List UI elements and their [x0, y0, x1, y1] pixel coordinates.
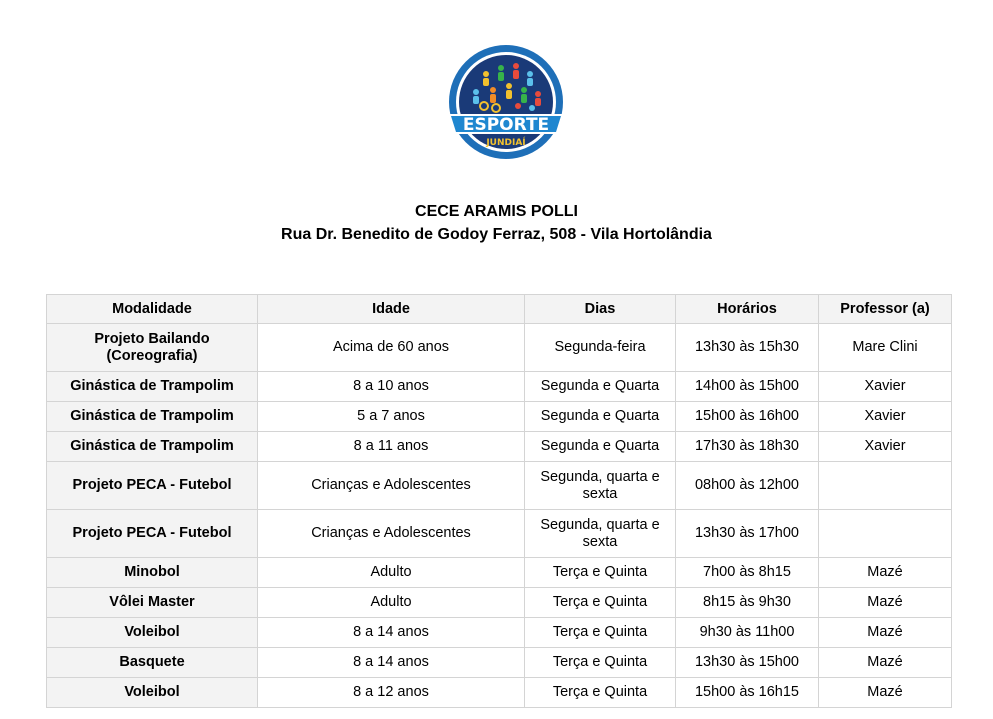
cell-modalidade: Voleibol [47, 678, 258, 708]
cell-dias: Terça e Quinta [525, 618, 676, 648]
cell-idade: 8 a 10 anos [258, 372, 525, 402]
table-row [47, 558, 952, 588]
cell-idade: Acima de 60 anos [258, 324, 525, 372]
cell-horarios: 8h15 às 9h30 [676, 588, 819, 618]
cell-professor: Mazé [819, 558, 952, 588]
column-header-idade: Idade [258, 295, 525, 324]
cell-horarios: 15h00 às 16h15 [676, 678, 819, 708]
table-row [47, 402, 952, 432]
cell-dias: Segunda-feira [525, 324, 676, 372]
cell-horarios: 13h30 às 15h00 [676, 648, 819, 678]
cell-modalidade: Projeto PECA - Futebol [47, 510, 258, 558]
cell-dias: Terça e Quinta [525, 648, 676, 678]
cell-professor [819, 462, 952, 510]
cell-horarios: 17h30 às 18h30 [676, 432, 819, 462]
schedule-table [46, 294, 952, 708]
cell-modalidade: Minobol [47, 558, 258, 588]
cell-dias: Terça e Quinta [525, 678, 676, 708]
cell-modalidade: Projeto PECA - Futebol [47, 462, 258, 510]
page-title: CECE ARAMIS POLLI [415, 203, 578, 220]
table-row [47, 372, 952, 402]
table-row [47, 648, 952, 678]
table-row [47, 618, 952, 648]
cell-professor: Mazé [819, 678, 952, 708]
column-header-professor: Professor (a) [819, 295, 952, 324]
cell-horarios: 13h30 às 17h00 [676, 510, 819, 558]
cell-horarios: 14h00 às 15h00 [676, 372, 819, 402]
cell-professor: Mazé [819, 618, 952, 648]
logo-text: ESPORTE [462, 115, 550, 135]
cell-professor [819, 510, 952, 558]
cell-idade: 5 a 7 anos [258, 402, 525, 432]
table-row [47, 588, 952, 618]
address: Rua Dr. Benedito de Godoy Ferraz, 508 - Vila Hortolândia [281, 226, 712, 243]
column-header-horarios: Horários [676, 295, 819, 324]
cell-idade: Crianças e Adolescentes [258, 510, 525, 558]
cell-modalidade: Basquete [47, 648, 258, 678]
cell-dias: Segunda, quarta e sexta [525, 462, 676, 510]
cell-professor: Mazé [819, 588, 952, 618]
table-row [47, 462, 952, 510]
table-row [47, 510, 952, 558]
cell-modalidade: Vôlei Master [47, 588, 258, 618]
cell-modalidade: Ginástica de Trampolim [47, 432, 258, 462]
cell-dias: Terça e Quinta [525, 558, 676, 588]
cell-modalidade: Ginástica de Trampolim [47, 372, 258, 402]
cell-idade: Adulto [258, 588, 525, 618]
cell-professor: Mazé [819, 648, 952, 678]
cell-idade: 8 a 14 anos [258, 618, 525, 648]
column-header-dias: Dias [525, 295, 676, 324]
table-row [47, 678, 952, 708]
cell-modalidade: Ginástica de Trampolim [47, 402, 258, 432]
cell-idade: 8 a 12 anos [258, 678, 525, 708]
cell-horarios: 15h00 às 16h00 [676, 402, 819, 432]
logo-subtext: JUNDIAÍ [486, 138, 526, 148]
cell-modalidade: Projeto Bailando (Coreografia) [47, 324, 258, 372]
cell-dias: Terça e Quinta [525, 588, 676, 618]
cell-modalidade: Voleibol [47, 618, 258, 648]
cell-horarios: 9h30 às 11h00 [676, 618, 819, 648]
esporte-jundiai-logo [446, 44, 566, 168]
table-row [47, 324, 952, 372]
cell-idade: Crianças e Adolescentes [258, 462, 525, 510]
cell-horarios: 08h00 às 12h00 [676, 462, 819, 510]
cell-horarios: 7h00 às 8h15 [676, 558, 819, 588]
logo-badge-icon [446, 44, 566, 168]
cell-professor: Xavier [819, 432, 952, 462]
cell-dias: Segunda e Quarta [525, 402, 676, 432]
cell-horarios: 13h30 às 15h30 [676, 324, 819, 372]
cell-professor: Xavier [819, 402, 952, 432]
cell-dias: Segunda, quarta e sexta [525, 510, 676, 558]
table-row [47, 432, 952, 462]
cell-idade: 8 a 11 anos [258, 432, 525, 462]
cell-idade: 8 a 14 anos [258, 648, 525, 678]
cell-professor: Mare Clini [819, 324, 952, 372]
cell-idade: Adulto [258, 558, 525, 588]
cell-professor: Xavier [819, 372, 952, 402]
cell-dias: Segunda e Quarta [525, 432, 676, 462]
table-header-row [47, 295, 952, 324]
column-header-modalidade: Modalidade [47, 295, 258, 324]
cell-dias: Segunda e Quarta [525, 372, 676, 402]
